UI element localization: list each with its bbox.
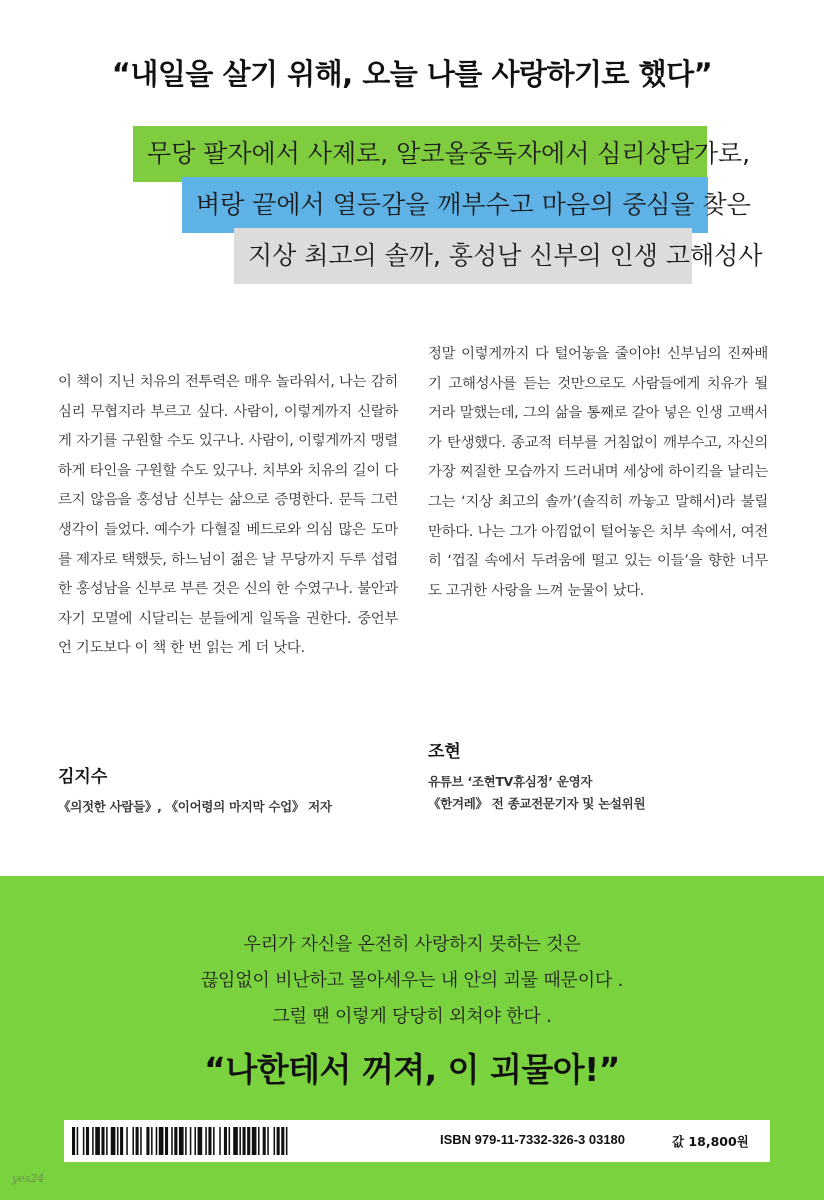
watermark-logo: yes24 bbox=[12, 1172, 45, 1185]
tagline-band-green: 무당 팔자에서 사제로, 알코올중독자에서 심리상담가로, bbox=[133, 126, 707, 182]
review-right-text: 정말 이렇게까지 다 털어놓을 줄이야! 신부님의 진짜배기 고해성사를 듣는 것만으로도 사람들에게 치유가 될 거라 말했는데, 그의 삶을 통째로 갈아 넣은 인생 고백서가 탄생했다. 종교적 터부를 거침없이 깨부수고, 자신의 가장 찌질한 모습까지 드러내며 세상에 하이킥을 날리는 그는 ‘지상 최고의 솔까’(솔직히 까놓고 말해서)라 불릴 만하다. 나는 그가 아낌없이 털어놓은 치부 속에서, 여전히 ‘껍질 속에서 두려움에 떨고 있는 이들’을 향한 너무도 고귀한 사랑을 느껴 눈물이 났다. bbox=[428, 346, 768, 599]
review-left-text: 이 책이 지닌 치유의 전투력은 매우 놀라워서, 나는 감히 심리 무협지라 부르고 싶다. 사람이, 이렇게까지 신랄하게 자기를 구원할 수도 있구나. 사람이, 이렇게까지 맹렬하게 타인을 구원할 수도 있구나. 치부와 치유의 길이 다르지 않음을 홍성남 신부는 삶으로 증명한다. 문득 그런 생각이 들었다. 예수가 다혈질 베드로와 의심 많은 도마를 제자로 택했듯, 하느님이 젊은 날 무당까지 두루 섭렵한 홍성남을 신부로 부른 것은 신의 한 수였구나. 불안과 자기 모멸에 시달리는 분들에게 일독을 권한다. 중언부언 기도보다 이 책 한 번 읽는 게 더 낫다. bbox=[58, 374, 398, 657]
tagline-band-gray: 지상 최고의 솔까, 홍성남 신부의 인생 고해성사 bbox=[234, 228, 692, 284]
panel-line-2: 끊임없이 비난하고 몰아세우는 내 안의 괴물 때문이다 . bbox=[200, 970, 624, 991]
review-right-author-credit-2: 《한겨레》 전 종교전문기자 및 논설위원 bbox=[428, 796, 646, 811]
review-left-author-credit: 《의젓한 사람들》, 《이어령의 마지막 수업》 저자 bbox=[58, 799, 332, 814]
review-right-author-name: 조현 bbox=[428, 742, 461, 762]
review-left-author-name: 김지수 bbox=[58, 767, 108, 787]
barcode-area bbox=[64, 1120, 770, 1162]
tagline-band-blue: 벼랑 끝에서 열등감을 깨부수고 마음의 중심을 찾은 bbox=[182, 177, 708, 233]
price-text: 값 18,800원 bbox=[672, 1134, 749, 1149]
barcode-icon bbox=[72, 1127, 424, 1155]
panel-line-1: 우리가 자신을 온전히 사랑하지 못하는 것은 bbox=[243, 934, 581, 955]
isbn-text: ISBN 979-11-7332-326-3 03180 bbox=[440, 1132, 626, 1147]
panel-shout-quote: “나한테서 꺼져, 이 괴물아!” bbox=[204, 1050, 620, 1089]
panel-line-3: 그럴 땐 이렇게 당당히 외쳐야 한다 . bbox=[272, 1006, 552, 1027]
headline-quote: “내일을 살기 위해, 오늘 나를 사랑하기로 했다” bbox=[111, 57, 713, 91]
review-right bbox=[428, 340, 768, 606]
review-right-author bbox=[428, 737, 645, 812]
review-left bbox=[58, 368, 398, 664]
review-left-author bbox=[58, 762, 332, 815]
review-right-author-credit-1: 유튜브 ‘조현TV휴심정’ 운영자 bbox=[428, 774, 593, 789]
